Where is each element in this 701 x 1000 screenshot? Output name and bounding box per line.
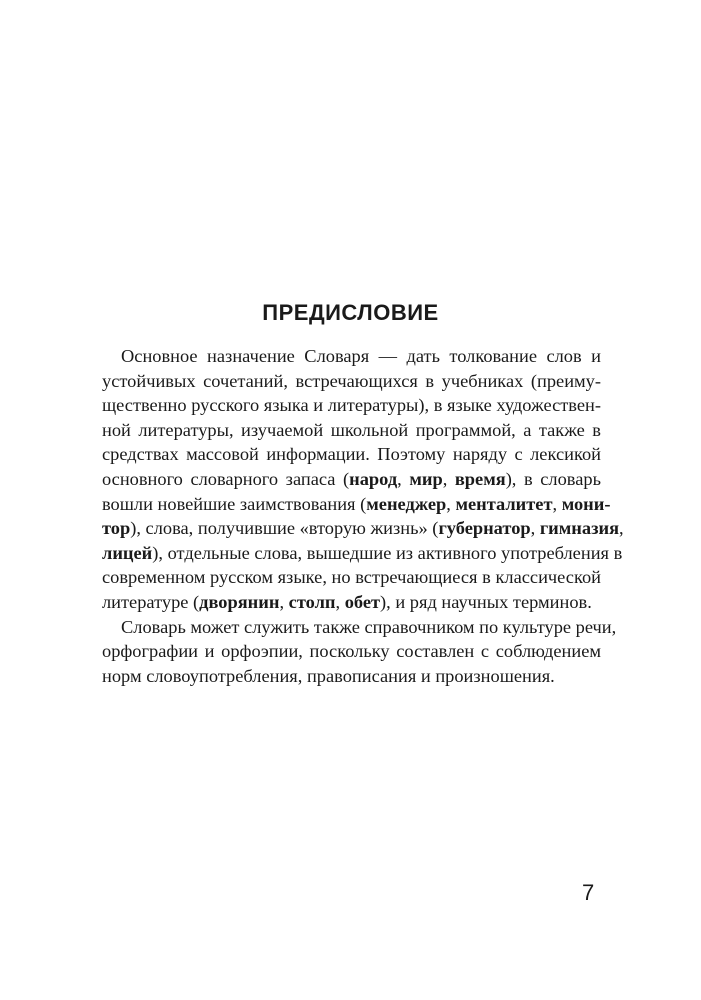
text-span: ), слова, получившие «вторую жизнь» ( — [130, 518, 439, 539]
paragraph-line — [102, 492, 611, 517]
paragraph-line — [102, 442, 601, 467]
bold-term: мир — [409, 468, 443, 489]
bold-term: обет — [344, 591, 381, 612]
bold-term: мони- — [561, 493, 611, 514]
text-span: , — [530, 518, 540, 539]
text-span: Основное назначение Словаря — дать толкование слов и — [121, 346, 601, 366]
paragraph-line — [102, 664, 601, 689]
text-span: ), отдельные слова, вышедшие из активного употребления в — [152, 542, 623, 563]
paragraph-line — [102, 344, 601, 369]
text-span: средствах массовой информации. Поэтому наряду с лексикой — [102, 444, 601, 465]
text-span: норм словоупотребления, правописания и произношения. — [102, 665, 555, 686]
paragraph-line — [102, 393, 601, 418]
bold-term: губернатор — [438, 518, 531, 539]
text-span: , — [442, 468, 455, 489]
paragraph-line — [102, 565, 601, 590]
bold-term: лицей — [102, 542, 153, 563]
bold-term: менеджер — [366, 493, 447, 514]
bold-term: менталитет — [455, 493, 553, 514]
text-span: ), в словарь — [505, 468, 601, 489]
bold-term: народ — [349, 468, 398, 489]
page-number: 7 — [582, 880, 595, 905]
bold-term: время — [454, 468, 506, 489]
text-span: литературе ( — [102, 591, 200, 612]
text-span: , — [397, 468, 410, 489]
bold-term: дворянин — [199, 591, 280, 612]
text-span: устойчивых сочетаний, встречающихся в учебниках (преиму- — [102, 370, 601, 391]
paragraph-line — [102, 369, 601, 394]
paragraph-1 — [102, 344, 624, 615]
paragraph-line — [102, 615, 617, 640]
paragraph-line — [102, 541, 623, 566]
paragraph-line — [102, 516, 624, 541]
text-span: современном русском языке, но встречающиеся в классической — [102, 567, 601, 588]
text-span: , — [446, 493, 456, 514]
paragraph-line — [102, 639, 601, 664]
text-span: основного словарного запаса ( — [102, 468, 350, 489]
bold-term: столп — [288, 591, 336, 612]
text-span: , — [335, 591, 345, 612]
text-span: вошли новейшие заимствования ( — [102, 493, 367, 514]
text-span: орфографии и орфоэпии, поскольку составлен с соблюдением — [102, 641, 601, 662]
text-span: ной литературы, изучаемой школьной программой, а также в — [102, 419, 601, 440]
bold-term: тор — [102, 518, 131, 539]
paragraph-2 — [102, 615, 617, 689]
text-span: Словарь может служить также справочником по культуре речи, — [121, 616, 617, 637]
paragraph-line — [102, 467, 601, 492]
preface-text — [102, 344, 624, 688]
paragraph-line — [102, 418, 601, 443]
text-span: , — [619, 518, 624, 539]
text-span: щественно русского языка и литературы), в языке художествен- — [102, 395, 601, 416]
text-span: ), и ряд научных терминов. — [380, 591, 592, 612]
text-span: , — [279, 591, 289, 612]
paragraph-line — [102, 590, 601, 615]
bold-term: гимназия — [539, 518, 620, 539]
page-title: ПРЕДИСЛОВИЕ — [262, 300, 439, 325]
text-span: , — [552, 493, 562, 514]
